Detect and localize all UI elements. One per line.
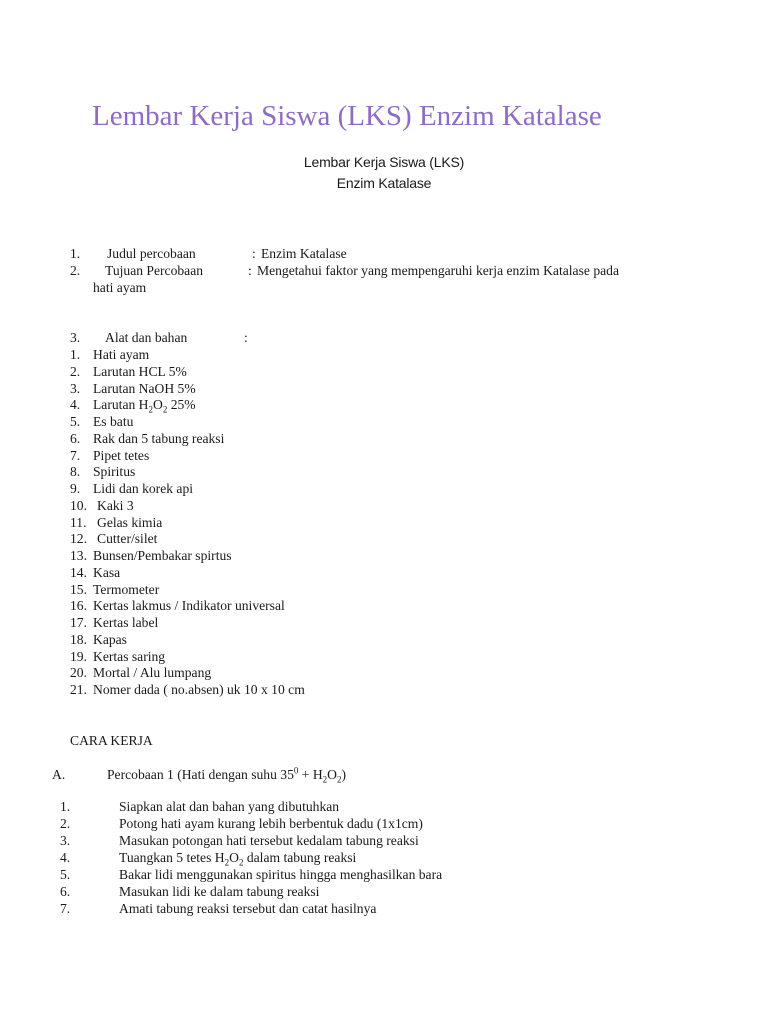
info-number: 1. [70, 246, 81, 261]
step-text: Masukan lidi ke dalam tabung reaksi [119, 884, 320, 899]
material-number: 16. [70, 598, 87, 614]
info-separator: : [248, 263, 252, 278]
material-text: Kapas [93, 631, 127, 647]
material-number: 5. [70, 414, 81, 429]
step-number: 2. [60, 816, 71, 831]
info-label: Tujuan Percobaan [105, 263, 204, 278]
material-text: Nomer dada ( no.absen) uk 10 x 10 cm [93, 682, 305, 697]
step-text: Masukan potongan hati tersebut kedalam tabung reaksi [119, 833, 419, 848]
material-number: 12. [70, 531, 87, 547]
step-number: 1. [60, 799, 71, 814]
material-text: Gelas kimia [97, 514, 163, 530]
info-separator: : [252, 246, 256, 261]
material-number: 7. [70, 447, 81, 463]
material-text: Termometer [93, 581, 160, 597]
material-text: Kertas lakmus / Indikator universal [93, 598, 285, 614]
material-text: Cutter/silet [97, 531, 158, 547]
material-text: Rak dan 5 tabung reaksi [93, 430, 225, 446]
material-text: Larutan NaOH 5% [93, 380, 196, 396]
material-text: Pipet tetes [93, 447, 150, 463]
material-text: Larutan $H_2O_2$ 25% [93, 397, 196, 415]
subtitle-line-1: Lembar Kerja Siswa (LKS) [303, 154, 465, 170]
material-text: Mortal / Alu lumpang [93, 665, 212, 681]
step-text: Tuangkan 5 tetes $H_2O_2$ dalam tabung reaksi [119, 850, 357, 868]
material-number: 20. [70, 665, 87, 681]
info-label: Judul percobaan [107, 246, 196, 261]
cara-kerja-heading: CARA KERJA [70, 733, 153, 748]
step-number: 3. [60, 833, 71, 848]
material-text: Hati ayam [93, 347, 150, 362]
material-text: Bunsen/Pembakar spirtus [93, 548, 232, 563]
material-text: Kasa [93, 564, 121, 580]
info-number: 2. [70, 263, 81, 278]
step-number: 7. [60, 901, 71, 916]
material-number: 1. [70, 347, 81, 362]
subtitle-line-2: Enzim Katalase [336, 175, 432, 191]
material-number: 10. [70, 497, 87, 513]
material-number: 19. [70, 648, 87, 664]
material-number: 11. [70, 514, 87, 530]
material-number: 21. [70, 682, 87, 697]
material-text: Es batu [93, 414, 134, 429]
material-number: 4. [70, 397, 81, 413]
info-value: Enzim Katalase [261, 246, 347, 261]
material-text: Kertas saring [93, 648, 166, 664]
step-text: Potong hati ayam kurang lebih berbentuk dadu (1x1cm) [119, 816, 423, 831]
material-number: 2. [70, 363, 81, 379]
material-text: Kertas label [93, 615, 159, 630]
material-number: 14. [70, 564, 87, 580]
material-number: 9. [70, 481, 81, 496]
step-number: 6. [60, 884, 71, 899]
material-text: Lidi dan korek api [93, 481, 194, 496]
material-number: 8. [70, 464, 81, 480]
material-text: Kaki 3 [97, 497, 134, 513]
info-number: 3. [70, 330, 81, 345]
step-text: Siapkan alat dan bahan yang dibutuhkan [119, 799, 340, 814]
section-letter: A. [52, 767, 66, 782]
info-separator: : [244, 330, 248, 345]
material-number: 13. [70, 548, 87, 563]
step-number: 5. [60, 867, 71, 882]
step-text: Bakar lidi menggunakan spiritus hingga menghasilkan bara [119, 867, 443, 882]
material-number: 17. [70, 615, 87, 630]
material-text: Spiritus [93, 464, 136, 480]
step-text: Amati tabung reaksi tersebut dan catat hasilnya [119, 901, 377, 916]
material-text: Larutan HCL 5% [93, 363, 187, 379]
material-number: 3. [70, 380, 81, 396]
page-title: Lembar Kerja Siswa (LKS) Enzim Katalase [92, 100, 602, 132]
info-label: Alat dan bahan [105, 330, 188, 345]
material-number: 15. [70, 581, 87, 597]
material-number: 18. [70, 631, 87, 647]
section-title: Percobaan 1 (Hati dengan suhu $35^0 + H_2O_2$) [107, 765, 347, 785]
step-number: 4. [60, 850, 71, 865]
info-value-continued: hati ayam [93, 280, 147, 295]
material-number: 6. [70, 430, 81, 446]
info-value: Mengetahui faktor yang mempengaruhi kerja enzim Katalase pada [257, 263, 619, 278]
